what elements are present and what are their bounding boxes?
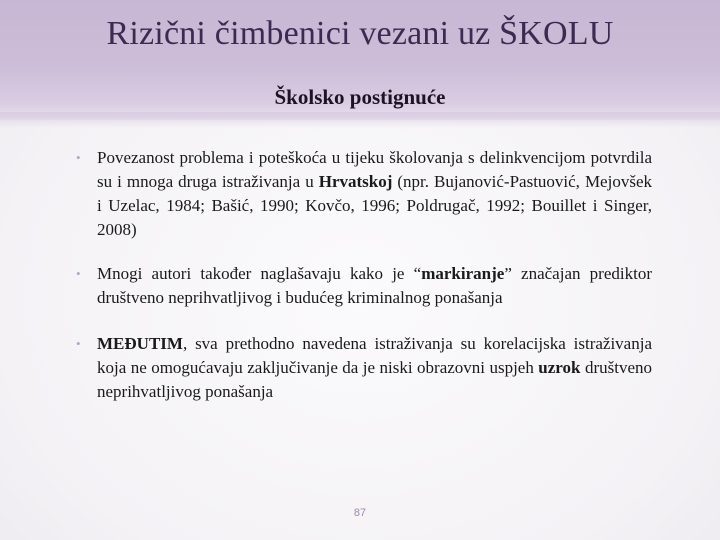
- slide-title: Rizični čimbenici vezani uz ŠKOLU: [106, 15, 614, 52]
- bullet-item-2: [76, 262, 652, 310]
- bullet-item-3: [76, 332, 652, 404]
- bullet-text: ” značajan prediktor društveno neprihvatljivog i budućeg kriminalnog ponašanja: [97, 264, 653, 307]
- slide-subtitle: Školsko postignuće: [274, 85, 446, 109]
- bullet-marker-icon: •: [76, 150, 81, 165]
- bullet-item-1: [76, 146, 652, 242]
- bullet-text: (npr. Bujanović-Pastuović, Mejovšek i Uzelac, 1984; Bašić, 1990; Kovčo, 1996; Poldrugač, 1992; Bouillet i Singer, 2008): [97, 172, 652, 239]
- bullet-emphasis: markiranje: [421, 264, 505, 283]
- bullet-emphasis: uzrok: [538, 358, 581, 377]
- bullet-text: društveno neprihvatljivog ponašanja: [97, 358, 652, 401]
- bullet-text: Povezanost problema i poteškoća u tijeku školovanja s delinkvencijom potvrdila su i mnoga druga istraživanja u: [97, 148, 652, 191]
- bullet-marker-icon: •: [76, 336, 81, 351]
- bullet-list: [76, 146, 652, 404]
- page-number: 87: [353, 507, 367, 519]
- header-fade: [0, 112, 720, 128]
- bullet-text: Mnogi autori također naglašavaju kako je “: [97, 264, 422, 283]
- bullet-emphasis: Hrvatskoj: [318, 172, 393, 191]
- bullet-text: , sva prethodno navedena istraživanja su korelacijska istraživanja koja ne omogućavaju zaključivanje da je niski obrazovni uspjeh: [97, 334, 652, 377]
- bullet-marker-icon: •: [76, 266, 81, 281]
- bullet-emphasis: MEĐUTIM: [97, 334, 183, 353]
